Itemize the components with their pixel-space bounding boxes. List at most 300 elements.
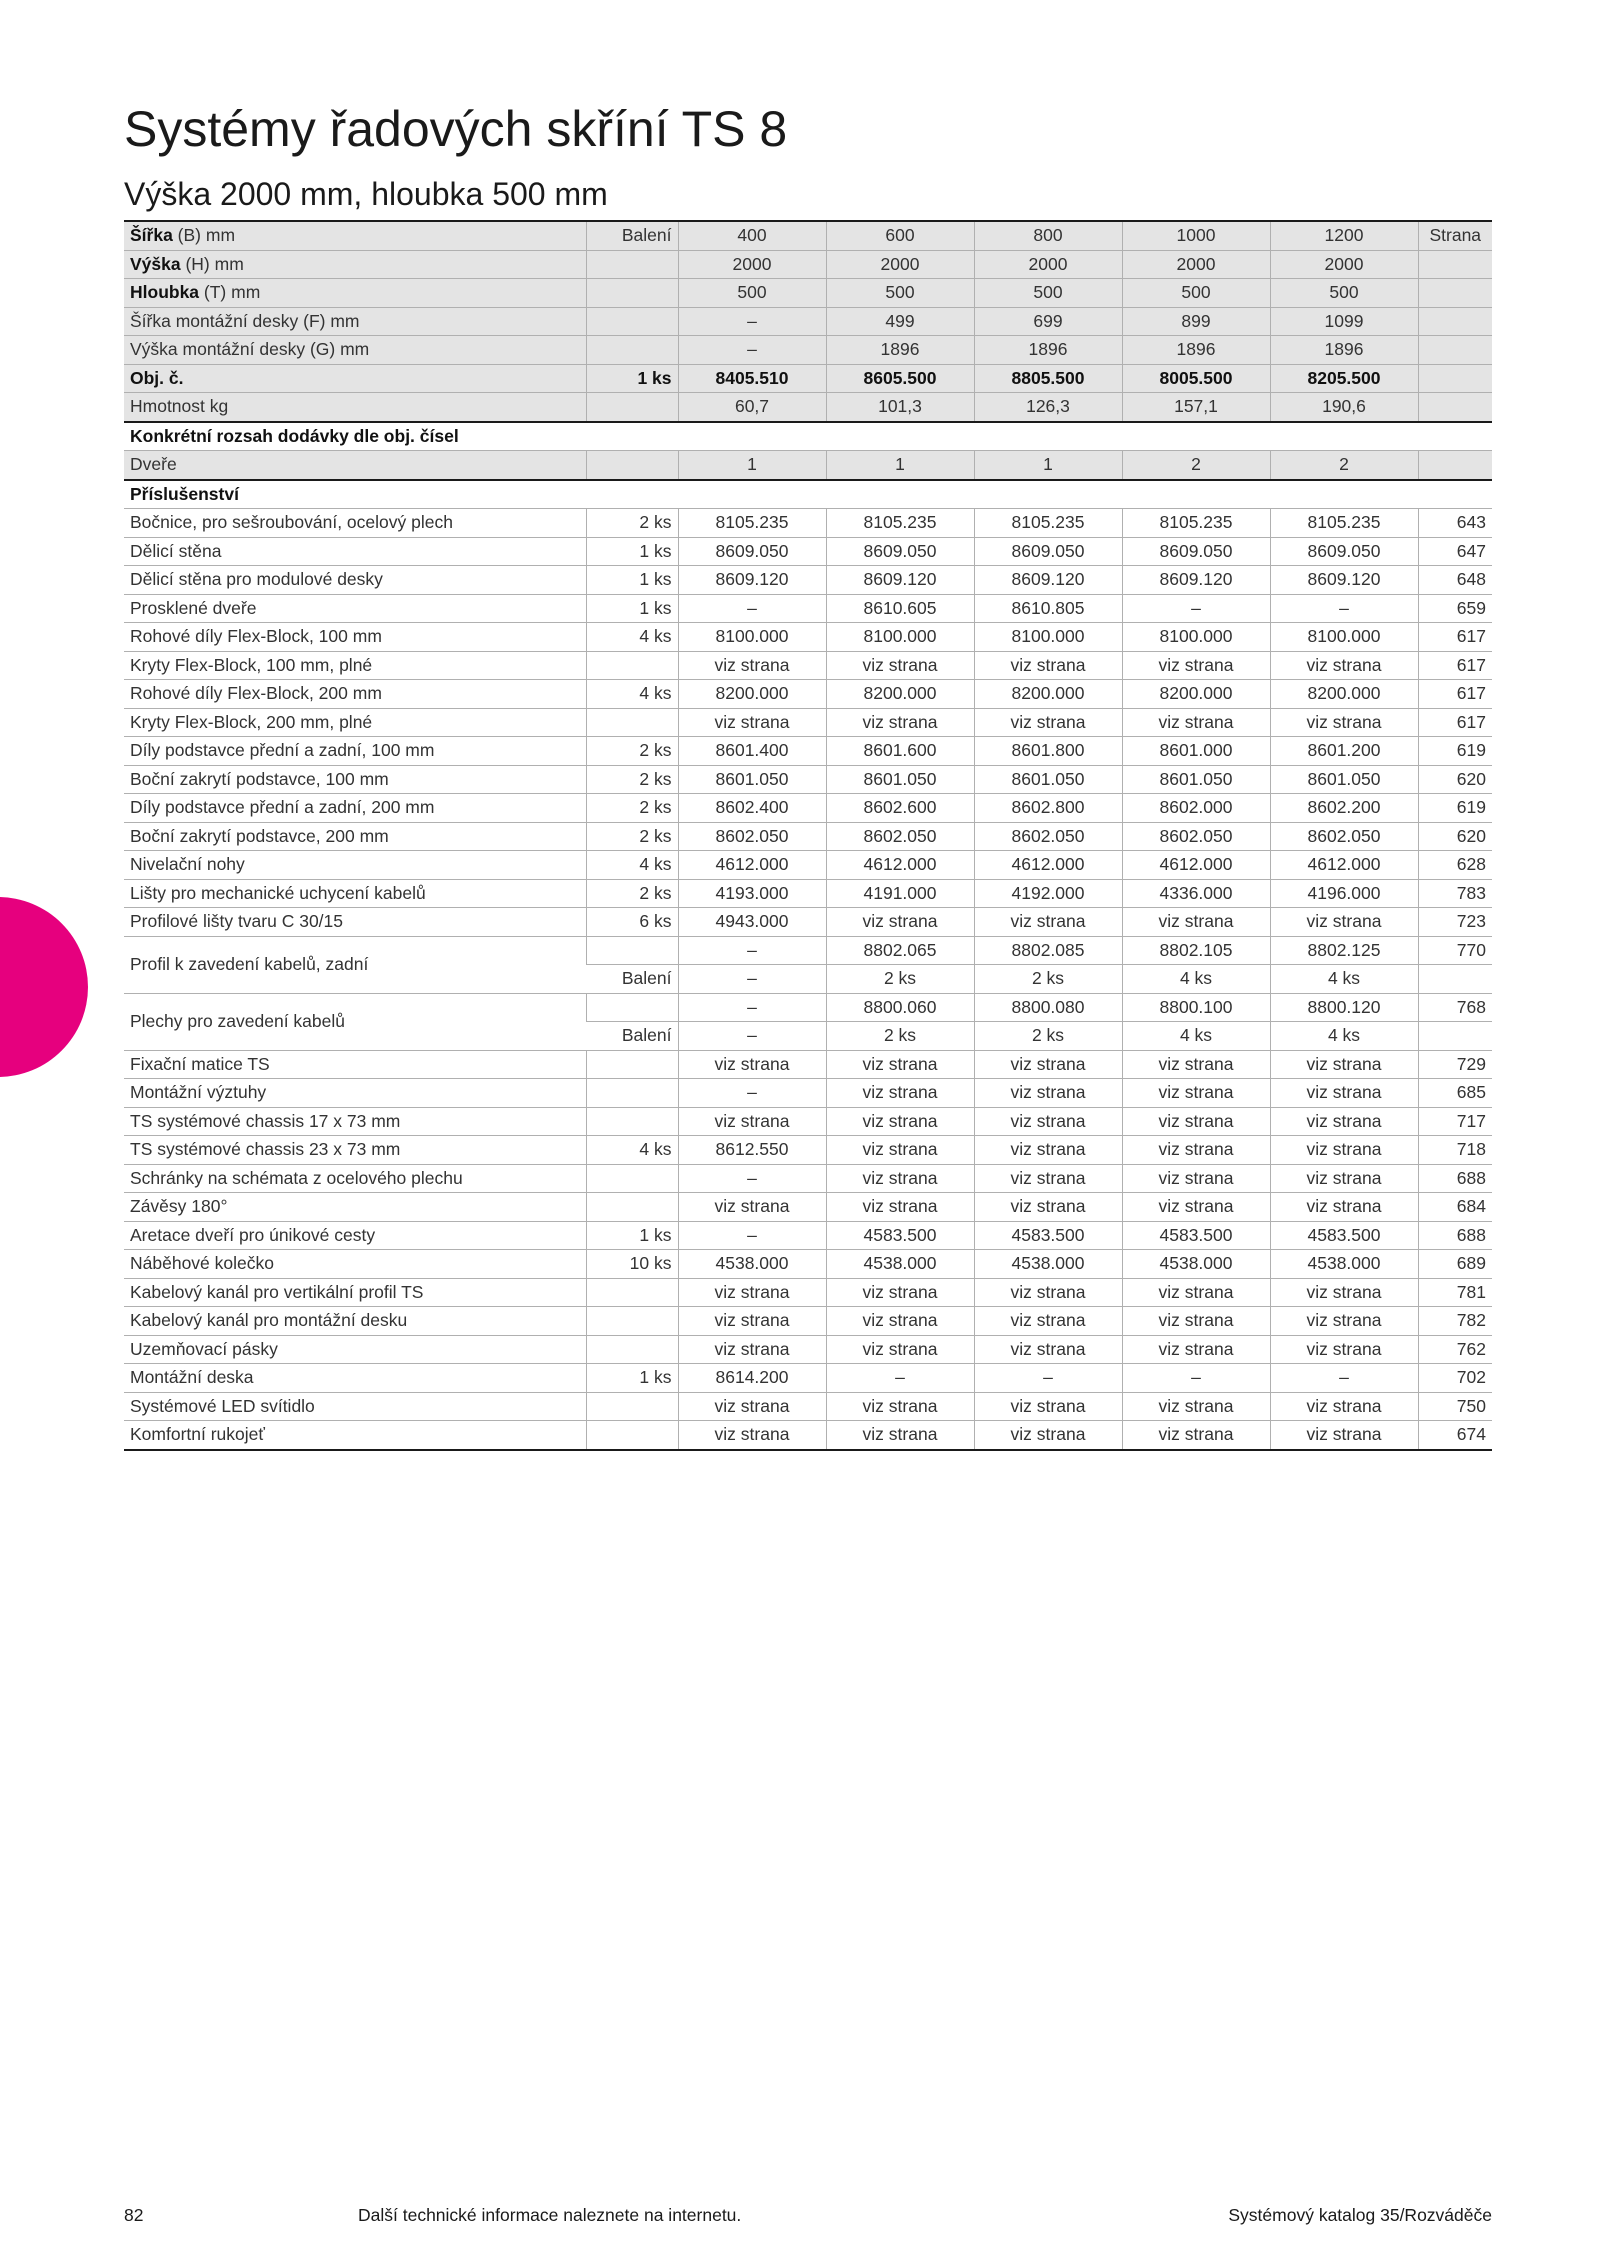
- value-cell: –: [1122, 1364, 1270, 1393]
- accessory-row: [124, 651, 1492, 680]
- value-cell: viz strana: [1270, 1392, 1418, 1421]
- page-cell: 617: [1418, 708, 1492, 737]
- pack-cell: 2 ks: [586, 737, 678, 766]
- value-cell: 190,6: [1270, 393, 1418, 422]
- value-cell: –: [826, 1364, 974, 1393]
- value-cell: 8800.100: [1122, 993, 1270, 1022]
- pack-cell: 1 ks: [586, 1221, 678, 1250]
- value-cell: –: [678, 1079, 826, 1108]
- value-cell: 8602.050: [678, 822, 826, 851]
- accessory-row: [124, 680, 1492, 709]
- row-label-unit: (B) mm: [172, 225, 236, 246]
- value-cell: 4612.000: [1122, 851, 1270, 880]
- value-cell: 4196.000: [1270, 879, 1418, 908]
- value-cell: –: [678, 1221, 826, 1250]
- value-cell: viz strana: [678, 1335, 826, 1364]
- pack-cell: [586, 1193, 678, 1222]
- value-cell: 4583.500: [1270, 1221, 1418, 1250]
- accessory-name: Díly podstavce přední a zadní, 100 mm: [124, 737, 586, 766]
- pack-cell: [586, 250, 678, 279]
- value-cell: viz strana: [1270, 1107, 1418, 1136]
- value-cell: 4612.000: [1270, 851, 1418, 880]
- value-cell: viz strana: [678, 1278, 826, 1307]
- value-cell: 4 ks: [1270, 965, 1418, 994]
- accessory-name: Bočnice, pro sešroubování, ocelový plech: [124, 509, 586, 538]
- value-cell: 4191.000: [826, 879, 974, 908]
- pack-cell: [586, 1278, 678, 1307]
- accessory-row: [124, 851, 1492, 880]
- value-cell: 1: [826, 451, 974, 480]
- value-cell: 4612.000: [826, 851, 974, 880]
- pack-cell: [586, 1307, 678, 1336]
- value-cell: –: [1270, 1364, 1418, 1393]
- accessory-name: Komfortní rukojeť: [124, 1421, 586, 1450]
- pack-cell: [586, 1392, 678, 1421]
- value-cell: viz strana: [974, 1307, 1122, 1336]
- value-cell: viz strana: [1270, 1136, 1418, 1165]
- section-title: Konkrétní rozsah dodávky dle obj. čísel: [124, 422, 1492, 451]
- pack-cell: 2 ks: [586, 765, 678, 794]
- accessory-row: [124, 1164, 1492, 1193]
- value-cell: 8105.235: [1122, 509, 1270, 538]
- value-cell: viz strana: [1270, 1164, 1418, 1193]
- row-label-bold: Šířka: [130, 225, 173, 246]
- row-label: [124, 393, 586, 422]
- value-cell: 8005.500: [1122, 364, 1270, 393]
- pack-cell: Balení: [586, 221, 678, 250]
- pack-cell: 2 ks: [586, 879, 678, 908]
- value-cell: viz strana: [974, 1392, 1122, 1421]
- accessory-row: [124, 1392, 1492, 1421]
- value-cell: 101,3: [826, 393, 974, 422]
- value-cell: viz strana: [974, 1107, 1122, 1136]
- pack-cell: 4 ks: [586, 623, 678, 652]
- row-label-unit: (T) mm: [199, 282, 261, 303]
- accessory-name: Kryty Flex-Block, 200 mm, plné: [124, 708, 586, 737]
- footer-catalog: Systémový katalog 35/Rozváděče: [1228, 2205, 1492, 2225]
- value-cell: viz strana: [1270, 1278, 1418, 1307]
- row-label: [124, 307, 586, 336]
- row-label: Dveře: [124, 451, 586, 480]
- value-cell: 4538.000: [1122, 1250, 1270, 1279]
- value-cell: 8601.050: [1270, 765, 1418, 794]
- value-cell: 8610.605: [826, 594, 974, 623]
- value-cell: viz strana: [678, 1307, 826, 1336]
- page-cell: 782: [1418, 1307, 1492, 1336]
- value-cell: viz strana: [678, 1107, 826, 1136]
- accessory-row: [124, 1136, 1492, 1165]
- spec-row: [124, 393, 1492, 422]
- value-cell: 4612.000: [974, 851, 1122, 880]
- value-cell: viz strana: [1270, 1421, 1418, 1450]
- footer-page-number: 82: [124, 2205, 144, 2225]
- value-cell: 2 ks: [826, 1022, 974, 1051]
- value-cell: 8601.400: [678, 737, 826, 766]
- page-cell: 659: [1418, 594, 1492, 623]
- value-cell: 500: [1270, 279, 1418, 308]
- page-cell: 684: [1418, 1193, 1492, 1222]
- value-cell: 8609.120: [1122, 566, 1270, 595]
- pack-cell: [586, 307, 678, 336]
- value-cell: 8601.200: [1270, 737, 1418, 766]
- page-cell: 718: [1418, 1136, 1492, 1165]
- value-cell: viz strana: [1270, 1050, 1418, 1079]
- page-cell: 648: [1418, 566, 1492, 595]
- pack-cell: [586, 651, 678, 680]
- pack-cell: 1 ks: [586, 594, 678, 623]
- value-cell: 8609.120: [826, 566, 974, 595]
- value-cell: 8602.050: [826, 822, 974, 851]
- pack-cell: 4 ks: [586, 680, 678, 709]
- value-cell: viz strana: [1122, 1136, 1270, 1165]
- page-cell: 781: [1418, 1278, 1492, 1307]
- value-cell: 8602.050: [1122, 822, 1270, 851]
- accessory-name: Profilové lišty tvaru C 30/15: [124, 908, 586, 937]
- page-cell: [1418, 336, 1492, 365]
- pack-cell: [586, 1335, 678, 1364]
- value-cell: –: [678, 1164, 826, 1193]
- section-header-delivery: [124, 422, 1492, 451]
- accessory-name: Kabelový kanál pro vertikální profil TS: [124, 1278, 586, 1307]
- value-cell: 4538.000: [678, 1250, 826, 1279]
- value-cell: 8602.400: [678, 794, 826, 823]
- value-cell: 8609.120: [974, 566, 1122, 595]
- accessory-row: [124, 708, 1492, 737]
- value-cell: 499: [826, 307, 974, 336]
- value-cell: viz strana: [974, 1278, 1122, 1307]
- value-cell: 8800.060: [826, 993, 974, 1022]
- value-cell: 4538.000: [826, 1250, 974, 1279]
- pack-cell: 2 ks: [586, 822, 678, 851]
- value-cell: 2000: [826, 250, 974, 279]
- row-label: [124, 364, 586, 393]
- page-cell: 729: [1418, 1050, 1492, 1079]
- value-cell: viz strana: [1122, 1164, 1270, 1193]
- value-cell: 8602.800: [974, 794, 1122, 823]
- spec-table-body: [124, 221, 1492, 1450]
- pack-cell: 1 ks: [586, 1364, 678, 1393]
- value-cell: 8800.120: [1270, 993, 1418, 1022]
- pack-cell: Balení: [586, 965, 678, 994]
- row-label-unit: Výška montážní desky (G) mm: [130, 339, 370, 360]
- value-cell: viz strana: [1270, 651, 1418, 680]
- value-cell: 2000: [1122, 250, 1270, 279]
- value-cell: 1896: [974, 336, 1122, 365]
- value-cell: 8100.000: [974, 623, 1122, 652]
- accessory-name: Díly podstavce přední a zadní, 200 mm: [124, 794, 586, 823]
- value-cell: 4612.000: [678, 851, 826, 880]
- pack-cell: 2 ks: [586, 509, 678, 538]
- value-cell: 8805.500: [974, 364, 1122, 393]
- value-cell: 8802.125: [1270, 936, 1418, 965]
- value-cell: 157,1: [1122, 393, 1270, 422]
- pack-cell: 2 ks: [586, 794, 678, 823]
- value-cell: 1896: [826, 336, 974, 365]
- value-cell: 8105.235: [1270, 509, 1418, 538]
- accessory-name: Montážní deska: [124, 1364, 586, 1393]
- page-cell: 617: [1418, 623, 1492, 652]
- page-cell: [1418, 250, 1492, 279]
- value-cell: 8100.000: [1122, 623, 1270, 652]
- value-cell: 8602.050: [974, 822, 1122, 851]
- value-cell: 4336.000: [1122, 879, 1270, 908]
- value-cell: viz strana: [1270, 1079, 1418, 1108]
- value-cell: 4538.000: [974, 1250, 1122, 1279]
- row-label-unit: Šířka montážní desky (F) mm: [130, 310, 360, 331]
- page-cell: 617: [1418, 680, 1492, 709]
- page-cell: [1418, 364, 1492, 393]
- pack-cell: [586, 936, 678, 965]
- value-cell: viz strana: [1270, 708, 1418, 737]
- accessory-name: Kryty Flex-Block, 100 mm, plné: [124, 651, 586, 680]
- value-cell: 1: [678, 451, 826, 480]
- row-label-unit: Hmotnost kg: [130, 396, 229, 417]
- value-cell: 8609.050: [1122, 537, 1270, 566]
- value-cell: viz strana: [1122, 1392, 1270, 1421]
- value-cell: 4 ks: [1122, 1022, 1270, 1051]
- value-cell: 800: [974, 221, 1122, 250]
- pack-cell: 10 ks: [586, 1250, 678, 1279]
- accessory-row: [124, 1107, 1492, 1136]
- pack-cell: [586, 451, 678, 480]
- value-cell: 2000: [974, 250, 1122, 279]
- accessory-name: Dělicí stěna pro modulové desky: [124, 566, 586, 595]
- value-cell: viz strana: [1122, 908, 1270, 937]
- section-title: Příslušenství: [124, 480, 1492, 509]
- spec-row: [124, 307, 1492, 336]
- value-cell: –: [974, 1364, 1122, 1393]
- accessory-name: Lišty pro mechanické uchycení kabelů: [124, 879, 586, 908]
- value-cell: 8100.000: [826, 623, 974, 652]
- spec-row: [124, 364, 1492, 393]
- row-label-unit: (H) mm: [180, 253, 244, 274]
- value-cell: 500: [826, 279, 974, 308]
- value-cell: viz strana: [974, 1335, 1122, 1364]
- value-cell: 8200.000: [1270, 680, 1418, 709]
- accessory-row: [124, 537, 1492, 566]
- page-cell: [1418, 1022, 1492, 1051]
- accessory-row: [124, 1335, 1492, 1364]
- value-cell: 8601.050: [826, 765, 974, 794]
- page-cell: 688: [1418, 1221, 1492, 1250]
- page-cell: [1418, 965, 1492, 994]
- accessory-row: [124, 1221, 1492, 1250]
- value-cell: 8100.000: [1270, 623, 1418, 652]
- pack-cell: 4 ks: [586, 851, 678, 880]
- accessory-row: [124, 737, 1492, 766]
- value-cell: 2 ks: [826, 965, 974, 994]
- accessory-row: [124, 1364, 1492, 1393]
- pack-cell: 4 ks: [586, 1136, 678, 1165]
- accessory-name: Prosklené dveře: [124, 594, 586, 623]
- value-cell: viz strana: [1270, 908, 1418, 937]
- accessory-row: [124, 1050, 1492, 1079]
- value-cell: 8205.500: [1270, 364, 1418, 393]
- value-cell: 126,3: [974, 393, 1122, 422]
- value-cell: viz strana: [974, 1050, 1122, 1079]
- accessory-name: TS systémové chassis 17 x 73 mm: [124, 1107, 586, 1136]
- value-cell: 500: [678, 279, 826, 308]
- page-cell: 619: [1418, 737, 1492, 766]
- accessory-name: Boční zakrytí podstavce, 200 mm: [124, 822, 586, 851]
- accessory-name: Uzemňovací pásky: [124, 1335, 586, 1364]
- pack-cell: 1 ks: [586, 537, 678, 566]
- page-cell: 688: [1418, 1164, 1492, 1193]
- page-cell: Strana: [1418, 221, 1492, 250]
- pack-cell: 6 ks: [586, 908, 678, 937]
- value-cell: viz strana: [826, 1421, 974, 1450]
- value-cell: viz strana: [974, 1164, 1122, 1193]
- value-cell: 8602.000: [1122, 794, 1270, 823]
- value-cell: 8100.000: [678, 623, 826, 652]
- accessory-name: Rohové díly Flex-Block, 200 mm: [124, 680, 586, 709]
- value-cell: 8601.800: [974, 737, 1122, 766]
- pack-cell: 1 ks: [586, 566, 678, 595]
- value-cell: viz strana: [678, 1193, 826, 1222]
- value-cell: 8602.050: [1270, 822, 1418, 851]
- value-cell: 8802.105: [1122, 936, 1270, 965]
- value-cell: 500: [1122, 279, 1270, 308]
- value-cell: viz strana: [678, 708, 826, 737]
- value-cell: viz strana: [678, 1050, 826, 1079]
- spec-row: [124, 336, 1492, 365]
- value-cell: viz strana: [1122, 1278, 1270, 1307]
- accessory-name: Profil k zavedení kabelů, zadní: [124, 936, 586, 993]
- value-cell: –: [678, 936, 826, 965]
- value-cell: viz strana: [826, 1164, 974, 1193]
- accessory-row: [124, 936, 1492, 965]
- value-cell: 4 ks: [1270, 1022, 1418, 1051]
- value-cell: 8405.510: [678, 364, 826, 393]
- spec-row: [124, 250, 1492, 279]
- value-cell: viz strana: [1122, 1421, 1270, 1450]
- value-cell: 1896: [1122, 336, 1270, 365]
- value-cell: viz strana: [974, 1079, 1122, 1108]
- value-cell: viz strana: [826, 1136, 974, 1165]
- value-cell: viz strana: [1270, 1193, 1418, 1222]
- value-cell: 8601.600: [826, 737, 974, 766]
- page-cell: 628: [1418, 851, 1492, 880]
- value-cell: 2: [1122, 451, 1270, 480]
- page-cell: 723: [1418, 908, 1492, 937]
- value-cell: 8609.050: [678, 537, 826, 566]
- value-cell: –: [678, 993, 826, 1022]
- accessory-name: Kabelový kanál pro montážní desku: [124, 1307, 586, 1336]
- value-cell: 8601.050: [678, 765, 826, 794]
- row-label: [124, 279, 586, 308]
- row-label-bold: Obj. č.: [130, 367, 184, 388]
- value-cell: viz strana: [1122, 1307, 1270, 1336]
- accent-dot: [0, 897, 88, 1077]
- page-cell: 674: [1418, 1421, 1492, 1450]
- page-cell: [1418, 307, 1492, 336]
- value-cell: 4583.500: [1122, 1221, 1270, 1250]
- accessory-row: [124, 1079, 1492, 1108]
- page-cell: 689: [1418, 1250, 1492, 1279]
- value-cell: 400: [678, 221, 826, 250]
- pack-cell: [586, 1107, 678, 1136]
- value-cell: viz strana: [1122, 1193, 1270, 1222]
- value-cell: 8609.120: [678, 566, 826, 595]
- value-cell: 8609.050: [974, 537, 1122, 566]
- value-cell: 600: [826, 221, 974, 250]
- page-cell: 617: [1418, 651, 1492, 680]
- value-cell: –: [678, 336, 826, 365]
- page-cell: 750: [1418, 1392, 1492, 1421]
- value-cell: 2000: [1270, 250, 1418, 279]
- accessory-row: [124, 1421, 1492, 1450]
- row-label: [124, 221, 586, 250]
- accessory-row: [124, 566, 1492, 595]
- value-cell: viz strana: [1122, 651, 1270, 680]
- accessory-row: [124, 822, 1492, 851]
- page-cell: 783: [1418, 879, 1492, 908]
- value-cell: viz strana: [826, 1107, 974, 1136]
- page-cell: 620: [1418, 765, 1492, 794]
- section-header-accessories: [124, 480, 1492, 509]
- spec-row: [124, 451, 1492, 480]
- page-cell: 620: [1418, 822, 1492, 851]
- value-cell: 8200.000: [678, 680, 826, 709]
- row-label: [124, 250, 586, 279]
- value-cell: 699: [974, 307, 1122, 336]
- value-cell: viz strana: [974, 1136, 1122, 1165]
- page-cell: 619: [1418, 794, 1492, 823]
- value-cell: viz strana: [974, 908, 1122, 937]
- accessory-row: [124, 1278, 1492, 1307]
- page-cell: [1418, 279, 1492, 308]
- accessory-row: [124, 879, 1492, 908]
- value-cell: 4193.000: [678, 879, 826, 908]
- value-cell: viz strana: [1122, 1079, 1270, 1108]
- page-cell: 647: [1418, 537, 1492, 566]
- value-cell: 8601.050: [1122, 765, 1270, 794]
- pack-cell: [586, 1421, 678, 1450]
- value-cell: 8609.050: [1270, 537, 1418, 566]
- footer-note: Další technické informace naleznete na internetu.: [358, 2205, 742, 2225]
- accessory-name: Plechy pro zavedení kabelů: [124, 993, 586, 1050]
- value-cell: 8802.065: [826, 936, 974, 965]
- value-cell: viz strana: [826, 1307, 974, 1336]
- accessory-row: [124, 993, 1492, 1022]
- value-cell: 1000: [1122, 221, 1270, 250]
- pack-cell: [586, 1050, 678, 1079]
- value-cell: –: [1122, 594, 1270, 623]
- value-cell: 8614.200: [678, 1364, 826, 1393]
- value-cell: 500: [974, 279, 1122, 308]
- value-cell: 8602.200: [1270, 794, 1418, 823]
- value-cell: viz strana: [974, 651, 1122, 680]
- spec-table: [124, 220, 1492, 1451]
- value-cell: viz strana: [826, 908, 974, 937]
- page-subtitle: Výška 2000 mm, hloubka 500 mm: [124, 176, 608, 212]
- accessory-row: [124, 509, 1492, 538]
- value-cell: 8601.000: [1122, 737, 1270, 766]
- row-label-bold: Hloubka: [130, 282, 200, 303]
- value-cell: 8610.805: [974, 594, 1122, 623]
- value-cell: 8602.600: [826, 794, 974, 823]
- accessory-row: [124, 1250, 1492, 1279]
- accessory-name: Rohové díly Flex-Block, 100 mm: [124, 623, 586, 652]
- accessory-name: Závěsy 180°: [124, 1193, 586, 1222]
- value-cell: viz strana: [974, 1421, 1122, 1450]
- spec-row: [124, 221, 1492, 250]
- page-cell: 685: [1418, 1079, 1492, 1108]
- page-cell: 643: [1418, 509, 1492, 538]
- value-cell: 1200: [1270, 221, 1418, 250]
- value-cell: viz strana: [826, 1335, 974, 1364]
- value-cell: viz strana: [826, 1050, 974, 1079]
